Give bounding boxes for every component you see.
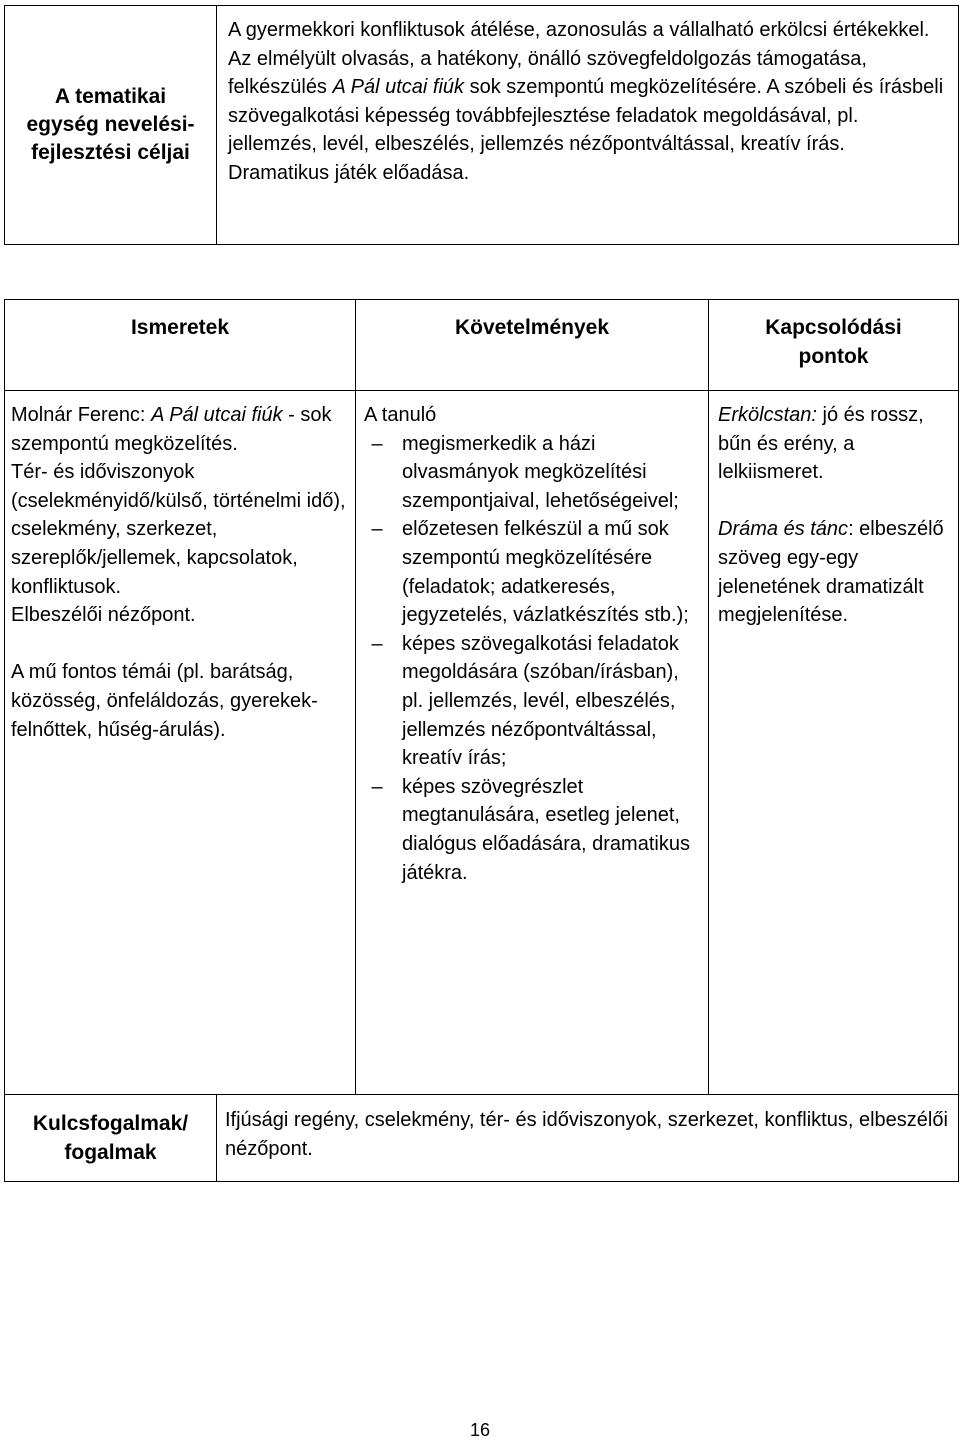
key-concepts-content: Ifjúsági regény, cselekmény, tér- és időviszonyok, szerkezet, konfliktus, elbeszélői nézőpont. (217, 1095, 959, 1182)
connection-item (718, 515, 954, 629)
objectives-header-line: egység nevelési- (26, 113, 195, 136)
page-number: 16 (469, 1420, 491, 1440)
knowledge-paragraph: Elbeszélői nézőpont. (11, 604, 196, 627)
paragraph-gap (718, 487, 954, 516)
objectives-text-tail: sok szempontú megközelítésére. A szóbeli és írásbeli szövegalkotási képesség továbbfejlesztése feladatok megoldásával, pl. jellemzés, levél, elbeszélés, jellemzés nézőpontváltással, kreatív írás. (228, 76, 944, 156)
connections-cell (709, 391, 959, 1095)
column-header-connections (709, 300, 959, 391)
list-item (364, 515, 704, 629)
list-item (364, 430, 704, 516)
objectives-content (217, 6, 959, 245)
requirements-cell (356, 391, 709, 1095)
connection-item (718, 401, 954, 487)
objectives-text: A gyermekkori konfliktusok átélése, azonosulás a vállalható erkölcsi értékekkel. Az elmélyült olvasás, a hatékony, önálló szövegfeldolgozás támogatása, felkészülés (228, 19, 930, 99)
list-item (364, 630, 704, 773)
novel-title: A Pál utcai fiúk (151, 404, 283, 426)
key-concepts-header-line: fogalmak (64, 1141, 157, 1164)
knowledge-paragraph (11, 401, 351, 458)
requirement-text: képes szövegalkotási feladatok megoldására (szóban/írásban), pl. jellemzés, levél, elbeszélés, jellemzés nézőpontváltással, kreatív írás; (402, 632, 679, 770)
author-text: Molnár Ferenc: (11, 404, 152, 426)
key-concepts-header-line: Kulcsfogalmak/ (32, 1112, 189, 1135)
objectives-header-line: A tematikai (54, 85, 167, 108)
column-header-connections-line: pontok (798, 345, 869, 368)
knowledge-paragraph: A mű fontos témái (pl. barátság, közösség, önfeláldozás, gyerekek-felnőttek, hűség-árulás). (11, 661, 318, 741)
connection-text: elbeszélő szöveg egy-egy jelenetének dramatizált megjelenítése. (718, 518, 944, 627)
objectives-drama: Dramatikus játék előadása. (228, 161, 470, 184)
knowledge-cell (5, 391, 356, 1095)
objectives-table (4, 5, 959, 245)
novel-title: A Pál utcai fiúk (332, 76, 465, 99)
requirements-list (364, 430, 704, 888)
requirement-text: képes szövegrészlet megtanulására, esetleg jelenet, dialógus előadására, dramatikus játékra. (402, 775, 690, 884)
requirements-intro: A tanuló (364, 404, 437, 426)
column-header-knowledge: Ismeretek (5, 300, 356, 391)
objectives-header-line: fejlesztési céljai (31, 141, 190, 164)
key-concepts-table (4, 1094, 959, 1182)
column-header-connections-line: Kapcsolódási (765, 316, 902, 339)
dash-bullet: – (371, 632, 383, 655)
label-colon: : (848, 518, 854, 541)
subject-label: Erkölcstan: (718, 404, 817, 426)
key-concepts-header (5, 1095, 217, 1182)
requirement-text: előzetesen felkészül a mű sok szempontú megközelítésére (feladatok; adatkeresés, jegyzetelés, vázlatkészítés stb.); (402, 518, 689, 627)
connection-text: jó és rossz, bűn és erény, a lelkiismeret. (718, 404, 924, 484)
objectives-header (5, 6, 217, 245)
list-item (364, 773, 704, 887)
curriculum-table (4, 299, 959, 1095)
paragraph-gap (11, 630, 351, 659)
dash-bullet: – (371, 518, 383, 541)
knowledge-text: - sok szempontú megközelítés. (11, 404, 332, 455)
dash-bullet: – (371, 432, 383, 455)
column-header-requirements: Követelmények (356, 300, 709, 391)
knowledge-paragraph: Tér- és időviszonyok (cselekményidő/külső, történelmi idő), cselekmény, szerkezet, szereplők/jellemek, kapcsolatok, konfliktusok. (11, 461, 346, 598)
requirement-text: megismerkedik a házi olvasmányok megközelítési szempontjaival, lehetőségeivel; (402, 432, 679, 512)
dash-bullet: – (371, 775, 383, 798)
subject-label: Dráma és tánc (718, 518, 849, 541)
